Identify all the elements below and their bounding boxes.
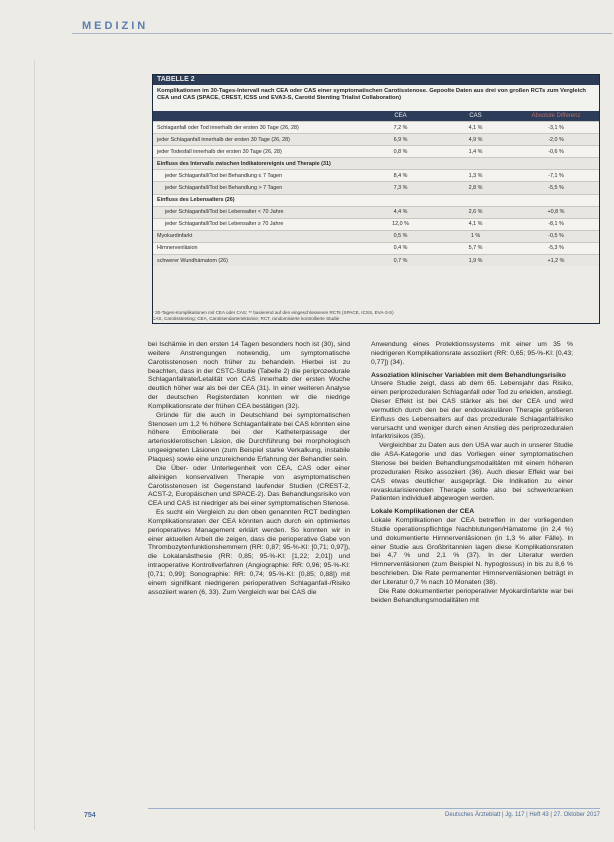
table-row [153,206,599,218]
table-row [153,121,599,133]
paragraph: Es sucht ein Vergleich zu den oben genannten RCT bedingten Komplikationsraten der CEA könnten auch durch ein optimiertes perioperatives Management erklärt werden. So konnten wir in einer aktuellen Arbeit die zeigen, dass die perioperative Gabe von Thrombozytenfunktionshemmern (RR: 0,87; 95-%-KI: [0,71; 0,97]), die Lokalanästhesie (RR: 0,85; 95-%-KI: [1,22; 2,01]) und intraoperative Kontrollverfahren (Angiographie: RR: 0,96; 95-%-KI: [0,71; 0,99]; Sonographie: RR: 0,74; 95-%-KI: [0,85; 0,88]) mit einem signifikant niedrigeren perioperativen Schlaganfall-/Risiko assoziiert waren (6, 33). Zum Vergleich war bei CAS die [148,509,350,596]
cell-cea: 4,4 % [393,209,408,216]
body-column-left [148,341,350,597]
cell-cea: 0,4 % [393,245,408,252]
table-header-diff: Absolute Differenz [531,113,581,119]
table-caption: Komplikationen im 30-Tages-Intervall nach CEA oder CAS einer symptomatischen Carotisstenose. Gepoolte Daten aus drei von großen RCTs zum Vergleich CEA und CAS (SPACE, CREST, ICSS und EVA3-S, Carotid Stenting Trialist Collaboration) [153,85,599,111]
cell-diff: -3,1 % [548,124,564,131]
cell-cas: 2,6 % [468,209,483,216]
cell-cas: 1 % [470,233,481,240]
table-row [153,218,599,230]
cell-cea: 8,4 % [393,172,408,179]
cell-cas: 4,1 % [468,221,483,228]
table-row [153,242,599,254]
row-label: Myokardinfarkt [157,233,193,240]
paragraph: Vergleichbar zu Daten aus den USA war auch in unserer Studie die ASA-Kategorie und das Vorliegen einer symptomatischen Stenose bei beiden Behandlungsmodalitäten mit einem höheren prozeduralen Risiko assoziiert (36). Auch dieser Effekt war bei CAS etwas deutlicher ausgeprägt. Die Indikation zu einer revaskularisierenden Therapie sollte also bei schwerkranken Patienten individuell abgewogen werden. [371,442,573,503]
section-label: MEDIZIN [82,20,149,32]
cell-cas: 5,7 % [468,245,483,252]
row-label: Einfluss des Intervalls zwischen Indikatorereignis und Therapie (31) [157,160,331,167]
cell-cea: 12,0 % [392,221,409,228]
table-header-row [153,111,599,121]
cell-cea: 7,3 % [393,185,408,192]
table-footnote-2: CAS, Carotisstenting; CEA, Carotisendarteriektomie; RCT, randomisierte kontrollierte Studie [152,316,340,321]
paragraph: Anwendung eines Protektionssystems mit einer um 35 % niedrigeren Komplikationsrate assoziiert (RR: 0,65; 95-%-KI: [0,43; 0,77]) (34). [371,341,573,366]
row-label: jeder Schlaganfall/Tod bei Lebensalter < 70 Jahre [165,209,284,216]
subheading: Assoziation klinischer Variablen mit dem Behandlungsrisiko [371,371,566,379]
cell-cea: 0,7 % [393,257,408,264]
table-label: TABELLE 2 [153,75,599,85]
paragraph: Unsere Studie zeigt, dass ab dem 65. Lebensjahr das Risiko, einen periprozeduralen Schlaganfall oder Tod zu erleiden, anstiegt. Dieser Effekt ist bei CAS stärker als bei der CEA und wird vermutlich durch den bei der endovaskulären Therapie größeren Einfluss des Lebensalters auf das prozedurale Schlaganfallrisiko verursacht und weniger durch einen Anstieg des periprozeduralen Infarktrisikos (35). [371,380,573,441]
cell-cea: 0,8 % [393,148,408,155]
page-footer [0,812,614,822]
table-row [153,181,599,193]
journal-citation: Deutsches Ärzteblatt | Jg. 117 | Heft 43 | 27. Oktober 2017 [445,812,600,818]
row-label: schwerer Wundhämatom (26) [157,257,228,264]
row-label: Hirnnervenläsion [157,245,198,252]
header-rule [72,33,612,34]
cell-cea: 0,5 % [393,233,408,240]
row-label: jeder Schlaganfall/Tod bei Behandlung ≤ 7 Tagen [165,172,283,179]
table-row [153,194,599,206]
table-row [153,145,599,157]
subheading: Lokale Komplikationen der CEA [371,508,475,516]
table-row [153,157,599,169]
page-number: 754 [84,812,96,819]
cell-diff: -0,6 % [548,148,564,155]
paragraph: Die Über- oder Unterlegenheit von CEA, CAS oder einer alleinigen konservativen Therapie von asymptomatischen Carotisstenosen ist Gegenstand laufender Studien (CREST-2, ACST-2, Europäischen und SPACE-2). Das Behandlungsrisiko von CEA und CAS ist niedriger als bei einer symptomatischen Stenose. [148,464,350,508]
paragraph: Die Rate dokumentierter perioperativer Myokardinfarkte war bei beiden Behandlungsmodalitäten mit [371,587,573,604]
table-footnotes [152,310,598,322]
table-header-cea: CEA [394,113,407,119]
table-header-cas: CAS [469,113,482,119]
row-label: jeder Schlaganfall/Tod bei Behandlung > 7 Tagen [165,185,283,192]
row-label: jeder Schlaganfall innerhalb der ersten 30 Tage (26, 28) [157,136,290,143]
table-row [153,169,599,181]
body-column-right [371,341,573,605]
cell-cas: 1,9 % [468,257,483,264]
table-row [153,230,599,242]
footer-rule [148,808,600,809]
table-body [153,121,599,266]
cell-diff: +0,8 % [547,209,565,216]
paragraph: Gründe für die auch in Deutschland bei symptomatischen Stenosen um 1,2 % höhere Schlaganfallrate bei CAS könnten eine höhere Embolierate bei der Katheterpassage der arteriosklerotischen Läsion, die Durchführung bei morphologisch ungeeigneten Läsionen (zum Beispiel starke Verkalkung, instabile Plaques) sowie eine unzureichende Erfahrung der Behandler sein. [148,411,350,463]
cell-diff: +1,2 % [547,257,565,264]
cell-diff: -2,0 % [548,136,564,143]
cell-cas: 2,8 % [468,185,483,192]
table-row [153,133,599,145]
cell-cas: 4,1 % [468,124,483,131]
cell-diff: -8,1 % [548,221,564,228]
cell-cas: 4,9 % [468,136,483,143]
paragraph: bei Ischämie in den ersten 14 Tagen besonders hoch ist (30), sind weitere Anstrengungen notwendig, um symptomatische Carotisstenosen noch früher zu behandeln. Hierbei ist zu beachten, dass in der CSTC-Studie (Tabelle 2) die periprozedurale Schlaganfallrate/Letalität von CAS innerhalb der ersten Woche deutlich höher war als bei der CEA (31). In einer weiteren Analyse der deutschen Registerdaten konnten wir die niedrige Komplikationsrate der frühen CEA bestätigen (32). [148,341,350,410]
row-label: jeder Todesfall innerhalb der ersten 30 Tage (26, 28) [157,148,282,155]
cell-cas: 1,4 % [468,148,483,155]
row-label: Schlaganfall oder Tod innerhalb der ersten 30 Tage (26, 28) [157,124,299,131]
table-footnote-1: * 30-Tages-Komplikationen mit CEA oder CAS; ** basierend auf den eingeschlossenen RCTs (SPACE, ICSS, EVA-3-S) [152,310,394,315]
cell-diff: -5,3 % [548,245,564,252]
page-fold-shadow [34,60,35,830]
row-label: jeder Schlaganfall/Tod bei Lebensalter ≥ 70 Jahre [165,221,284,228]
cell-cas: 1,3 % [468,172,483,179]
cell-cea: 7,2 % [393,124,408,131]
cell-diff: -7,1 % [548,172,564,179]
table-row [153,254,599,266]
cell-diff: -0,5 % [548,233,564,240]
table-2 [152,74,600,324]
paragraph: Lokale Komplikationen der CEA betreffen in der vorliegenden Studie operationspflichtige Nachblutungen/Hämatome (in 2,4 %) und dokumentierte Hirnnervenläsionen (in 1,3 % aller Fälle). In einer Studie aus Großbritannien lagen diese Komplikationsraten bei 4,7 % und 2,1 % (37). In der Literatur werden Hirnnervenläsionen (zum Beispiel N. hypoglossus) in bis zu 8,6 % beschrieben. Die Rate permanenter Hirnnervenläsionen beträgt in der Literatur 0,7 % nach 10 Monaten (38). [371,517,573,586]
cell-cea: 6,9 % [393,136,408,143]
row-label: Einfluss des Lebensalters (26) [157,197,235,204]
cell-diff: -5,5 % [548,185,564,192]
